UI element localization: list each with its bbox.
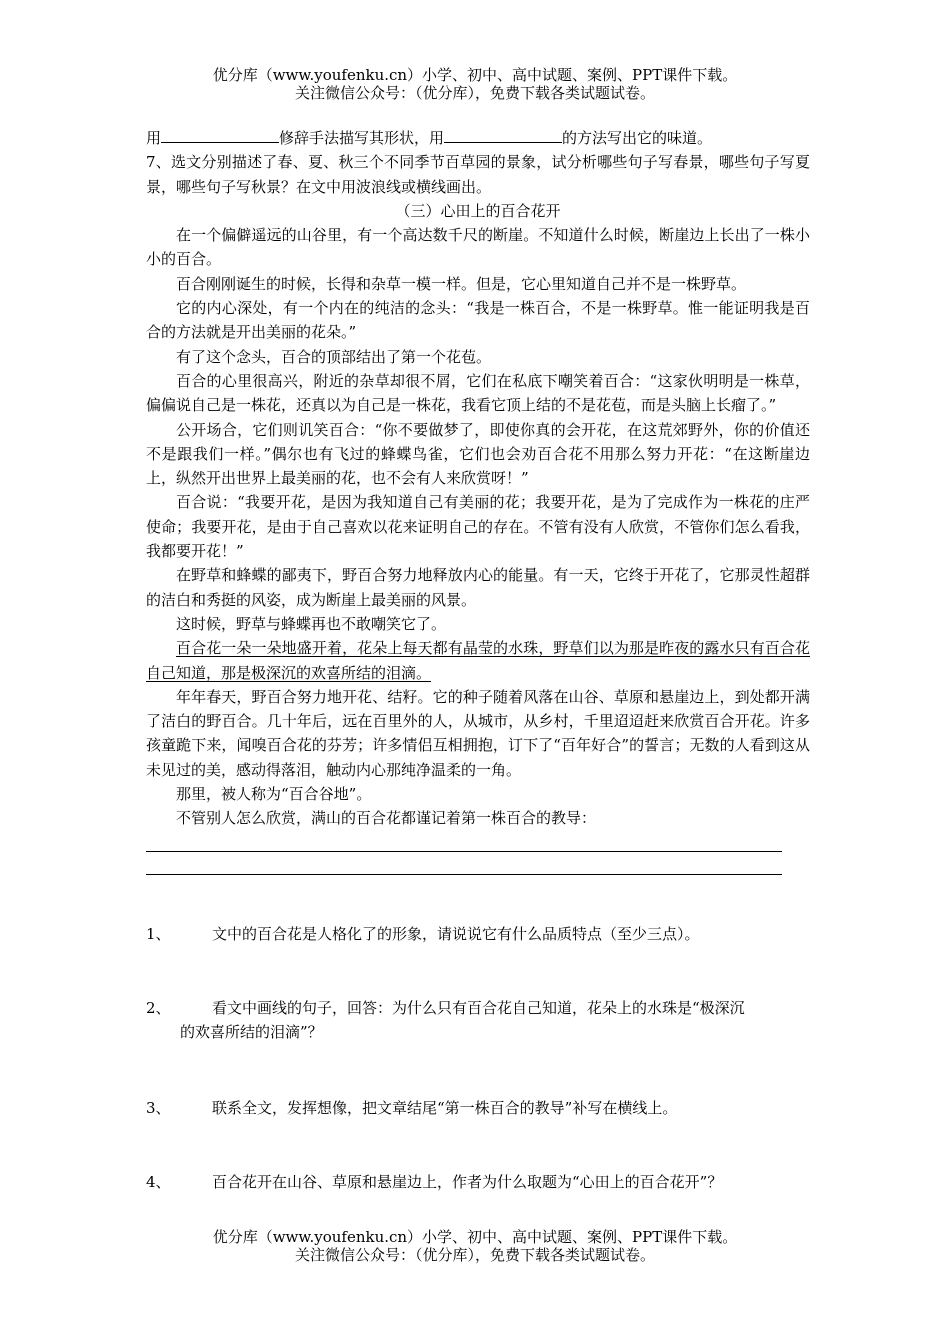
answer-line-2[interactable] <box>146 852 782 875</box>
question-text: 看文中画线的句子，回答：为什么只有百合花自己知道，花朵上的水珠是“极深沉 <box>212 999 745 1017</box>
question-text-continued: 的欢喜所结的泪滴”？ <box>180 1023 323 1042</box>
fill-blank-2[interactable] <box>444 126 562 143</box>
underlined-text: 百合花一朵一朵地盛开着，花朵上每天都有晶莹的水珠，野草们以为那是昨夜的露水只有百合花自己知道，那是极深沉的欢喜所结的泪滴。 <box>146 639 810 682</box>
q6-text-1: 用 <box>146 129 162 147</box>
main-content <box>146 126 810 875</box>
page-footer <box>0 1228 950 1264</box>
article-paragraph: 它的内心深处，有一个内在的纯洁的念头：“我是一株百合，不是一株野草。惟一能证明我是百合的方法就是开出美丽的花朵。” <box>146 299 810 342</box>
fill-blank-1[interactable] <box>161 126 279 143</box>
question-4 <box>146 1170 810 1194</box>
q6-text-2: 修辞手法描写其形状，用 <box>279 129 445 147</box>
article-paragraph: 百合刚刚诞生的时候，长得和杂草一模一样。但是，它心里知道自己并不是一株野草。 <box>176 274 747 293</box>
question-number: 4、 <box>146 1173 171 1191</box>
question-number: 1、 <box>146 925 171 943</box>
article-paragraph: 那里，被人称为“百合谷地”。 <box>176 785 372 804</box>
article-paragraph: 不管别人怎么欣赏，满山的百合花都谨记着第一株百合的教导： <box>176 809 597 828</box>
article-paragraph: 在一个偏僻遥远的山谷里，有一个高达数千尺的断崖。不知道什么时候，断崖边上长出了一株小小的百合。 <box>146 226 810 269</box>
article-paragraph: 这时候，野草与蜂蝶再也不敢嘲笑它了。 <box>176 614 447 633</box>
question-2 <box>146 996 810 1045</box>
question-text: 联系全文，发挥想像，把文章结尾“第一株百合的教导”补写在横线上。 <box>212 1099 678 1117</box>
question-text: 文中的百合花是人格化了的形象，请说说它有什么品质特点（至少三点）。 <box>212 925 700 943</box>
page-header <box>0 66 950 102</box>
question-number: 2、 <box>146 999 171 1017</box>
footer-line-1: 优分库（www.youfenku.cn）小学、初中、高中试题、案例、PPT课件下载。 <box>212 1228 738 1246</box>
question-7: 7、选文分别描述了春、夏、秋三个不同季节百草园的景象，试分析哪些句子写春景，哪些句子写夏景，哪些句子写秋景？在文中用波浪线或横线画出。 <box>146 153 810 196</box>
article-paragraph: 百合说：“我要开花，是因为我知道自己有美丽的花；我要开花，是为了完成作为一株花的庄严使命；我要开花，是由于自己喜欢以花来证明自己的存在。不管有没有人欣赏，不管你们怎么看我，我都要开花！” <box>146 493 810 561</box>
underlined-sentence <box>146 636 810 685</box>
question-3 <box>146 1096 810 1120</box>
article-paragraph: 年年春天，野百合努力地开花、结籽。它的种子随着风落在山谷、草原和悬崖边上，到处都开满了洁白的野百合。几十年后，远在百里外的人，从城市，从乡村，千里迢迢赶来欣赏百合开花。许多孩童跪下来，闻嗅百合花的芬芳；许多情侣互相拥抱，订下了“百年好合”的誓言；无数的人看到这从未见过的美，感动得落泪，触动内心那纯净温柔的一角。 <box>146 687 810 779</box>
article-paragraph: 有了这个念头，百合的顶部结出了第一个花苞。 <box>176 347 492 366</box>
article-paragraph: 公开场合，它们则讥笑百合：“你不要做梦了，即使你真的会开花，在这荒郊野外，你的价值还不是跟我们一样。”偶尔也有飞过的蜂蝶鸟雀，它们也会劝百合花不用那么努力开花：“在这断崖边上，纵然开出世界上最美丽的花，也不会有人来欣赏呀！” <box>146 420 810 488</box>
header-line-1: 优分库（www.youfenku.cn）小学、初中、高中试题、案例、PPT课件下载。 <box>212 66 738 84</box>
footer-line-2: 关注微信公众号：（优分库），免费下载各类试题试卷。 <box>294 1246 655 1264</box>
question-6-fill <box>146 126 810 150</box>
answer-line-1[interactable] <box>146 831 782 852</box>
q6-text-3: 的方法写出它的味道。 <box>562 129 713 147</box>
article-title: （三）心田上的百合花开 <box>395 201 561 220</box>
article-paragraph: 在野草和蜂蝶的鄙夷下，野百合努力地释放内心的能量。有一天，它终于开花了，它那灵性超群的洁白和秀挺的风姿，成为断崖上最美丽的风景。 <box>146 566 810 609</box>
header-line-2: 关注微信公众号：（优分库），免费下载各类试题试卷。 <box>294 84 655 102</box>
article-paragraph: 百合的心里很高兴，附近的杂草却很不屑，它们在私底下嘲笑着百合：“这家伙明明是一株草，偏偏说自己是一株花，还真以为自己是一株花，我看它顶上结的不是花苞，而是头脑上长瘤了。” <box>146 371 810 415</box>
question-number: 3、 <box>146 1099 171 1117</box>
question-1 <box>146 922 810 946</box>
question-text: 百合花开在山谷、草原和悬崖边上，作者为什么取题为“心田上的百合花开”？ <box>212 1173 723 1191</box>
